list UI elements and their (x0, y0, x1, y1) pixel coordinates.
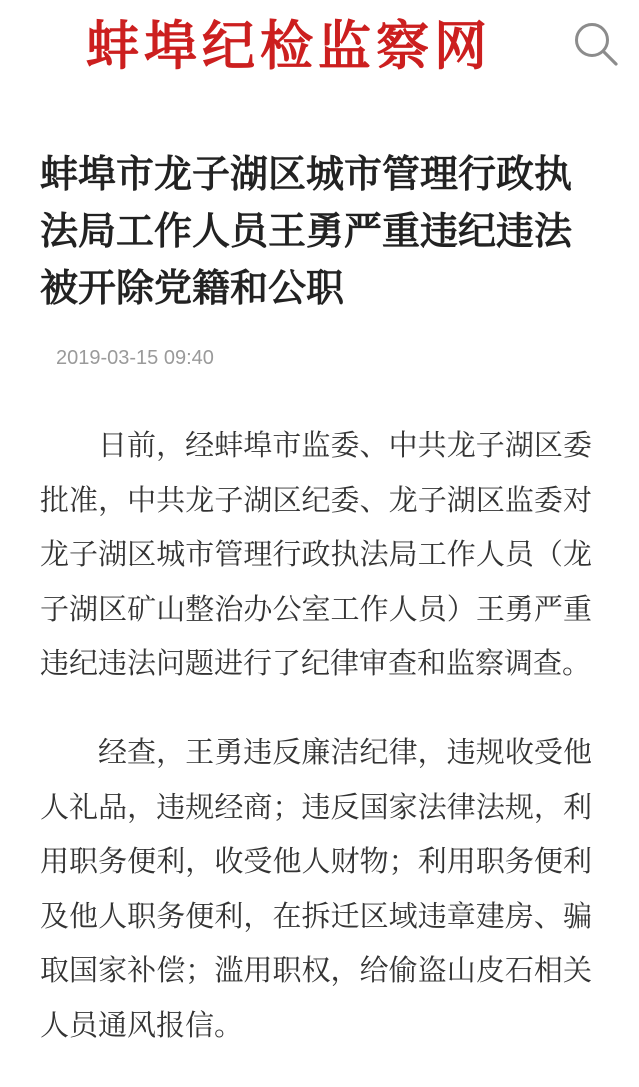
site-header (0, 0, 639, 96)
article-title: 蚌埠市龙子湖区城市管理行政执法局工作人员王勇严重违纪违法被开除党籍和公职 (40, 152, 573, 310)
article-date: 2019-03-15 09:40 (56, 347, 214, 369)
article-paragraph: 日前，经蚌埠市监委、中共龙子湖区委批准，中共龙子湖区纪委、龙子湖区监委对龙子湖区城市管理行政执法局工作人员（龙子湖区矿山整治办公室工作人员）王勇严重违纪违法问题进行了纪律审查和监察调查。 (40, 428, 592, 681)
article-body (40, 418, 592, 1087)
search-button[interactable] (570, 18, 622, 70)
site-logo[interactable]: 蚌埠纪检监察网 (86, 15, 492, 77)
search-icon (570, 18, 622, 70)
article-paragraph: 经查，王勇违反廉洁纪律，违规收受他人礼品，违规经商；违反国家法律法规，利用职务便利，收受他人财物；利用职务便利及他人职务便利，在拆迁区域违章建房、骗取国家补偿；滥用职权，给偷盗山皮石相关人员通风报信。 (40, 734, 592, 1042)
